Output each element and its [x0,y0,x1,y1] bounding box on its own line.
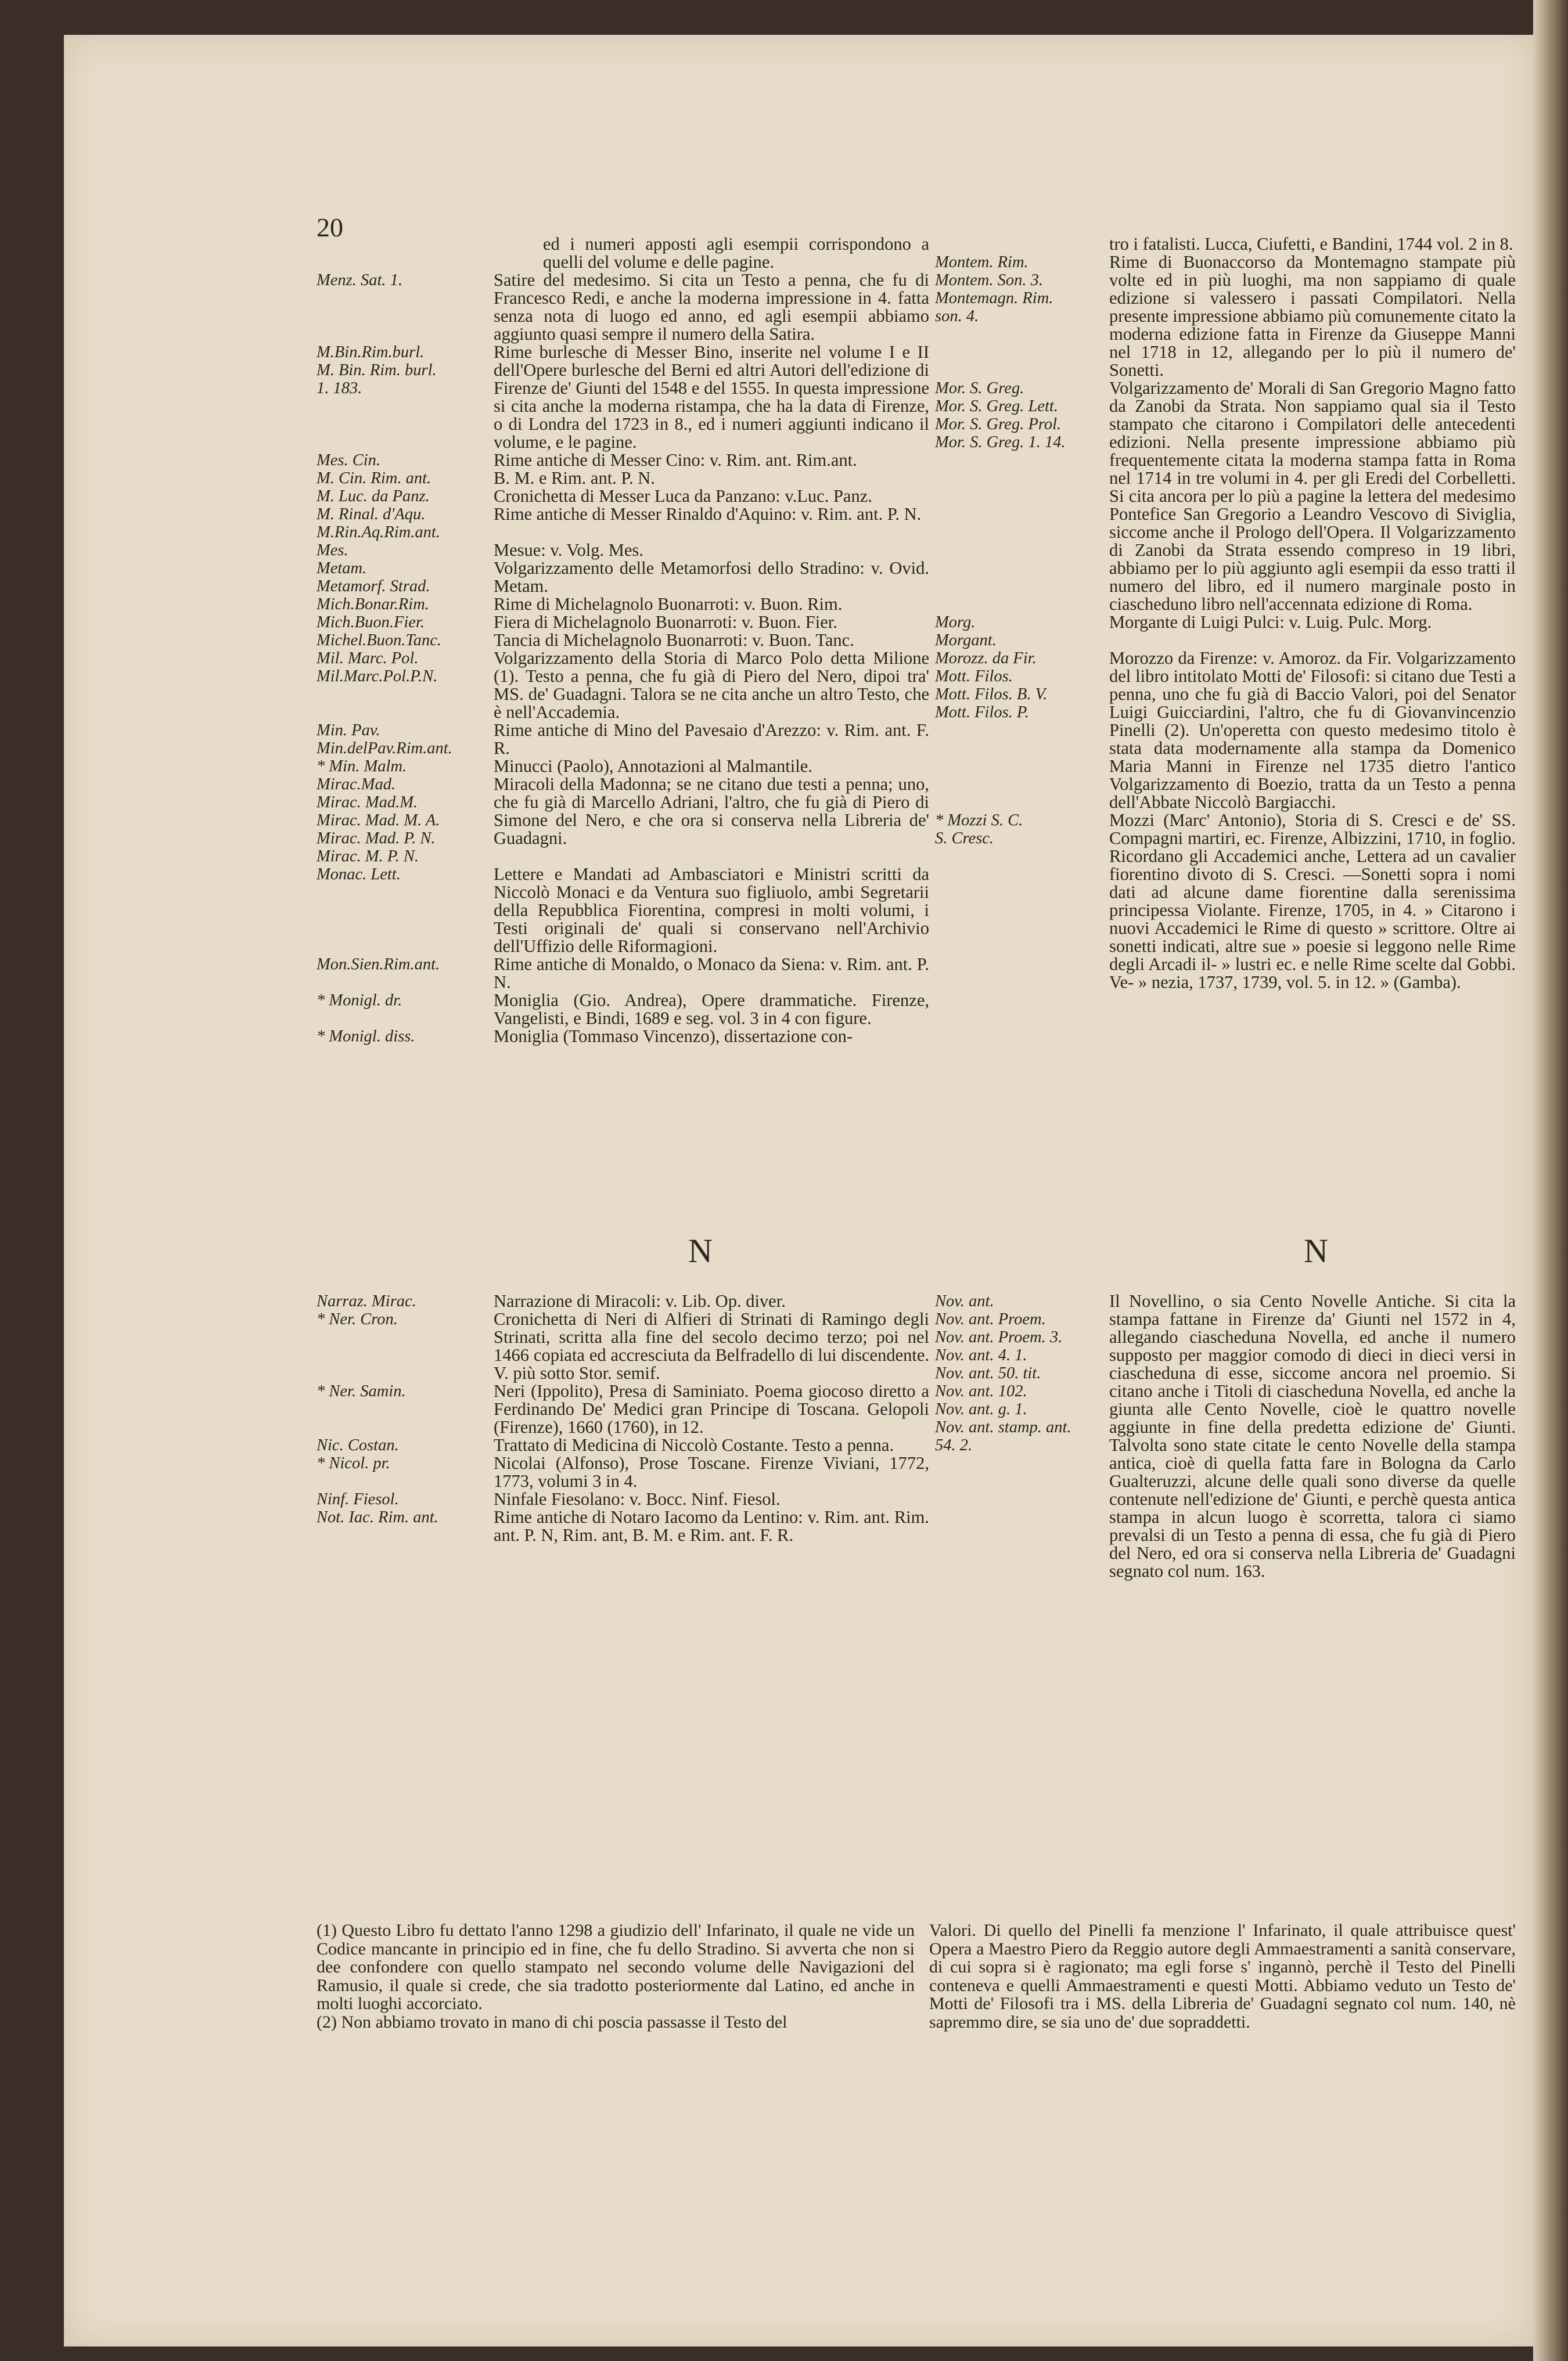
glossary-entry [317,469,929,487]
glossary-entry [317,451,929,469]
entry-abbreviation: Mes. [317,541,348,559]
entry-abbreviation: Monac. Lett. [317,865,401,883]
right-intro: tro i fatalisti. Lucca, Ciufetti, e Bandini, 1744 vol. 2 in 8. [1109,234,1513,254]
glossary-entry [317,595,929,613]
glossary-entry [317,487,929,505]
entry-abbreviation: M. Luc. da Panz. [317,487,430,505]
entry-text: Minucci (Paolo), Annotazioni al Malmantile. [494,756,812,776]
entry-abbreviation: M. Cin. Rim. ant. [317,469,431,487]
entry-abbreviation: * Mozzi S. C. S. Cresc. [935,811,1023,847]
entry-text: B. M. e Rim. ant. P. N. [494,468,655,488]
entry-text: Rime antiche di Mino del Pavesaio d'Arezzo: v. Rim. ant. F. R. [494,720,929,758]
entry-text: Neri (Ippolito), Presa di Saminiato. Poema giocoso diretto a Ferdinando De' Medici gran Principe di Toscana. Gelopoli (Firenze), 1660 (1760), in 12. [494,1381,929,1437]
entry-abbreviation: Mor. S. Greg. Mor. S. Greg. Lett. Mor. S. Greg. Prol. Mor. S. Greg. 1. 14. [935,379,1066,451]
entry-text: Trattato di Medicina di Niccolò Costante. Testo a penna. [494,1435,894,1455]
glossary-entry [935,613,1516,649]
glossary-entry [317,1382,929,1436]
glossary-entry [935,253,1516,379]
glossary-entry [317,865,929,955]
entry-abbreviation: Mes. Cin. [317,451,381,469]
entry-abbreviation: Mich.Bonar.Rim. [317,595,429,613]
entry-text: Mesue: v. Volg. Mes. [494,540,643,560]
entry-text: Volgarizzamento delle Metamorfosi dello Stradino: v. Ovid. Metam. [494,558,929,596]
entry-text: Tancia di Michelagnolo Buonarroti: v. Buon. Tanc. [494,630,854,650]
entry-abbreviation: Metam. Metamorf. Strad. [317,559,430,595]
entry-text: Lettere e Mandati ad Ambasciatori e Ministri scritti da Niccolò Monaci e da Ventura suo figliuolo, ambi Segretarii della Repubblica Fiorentina, compresi in molti volumi, i Testi originali de' quali si conservano nell'Archivio dell'Uffizio delle Riformagioni. [494,864,929,956]
glossary-entry [935,1292,1516,1580]
entry-abbreviation: * Monigl. diss. [317,1027,415,1045]
glossary-entry [317,1490,929,1508]
entry-abbreviation: Mon.Sien.Rim.ant. [317,955,440,973]
entry-text: Cronichetta di Messer Luca da Panzano: v.Luc. Panz. [494,486,872,506]
glossary-entry [317,505,929,541]
entry-abbreviation: Mil. Marc. Pol. Mil.Marc.Pol.P.N. [317,649,438,685]
glossary-entry [317,631,929,649]
entry-text: Mozzi (Marc' Antonio), Storia di S. Cresci e de' SS. Compagni martiri, ec. Firenze, Albizzini, 1710, in foglio. Ricordano gli Accademici anche, Lettera ad un cavalier fiorentino divoto di S. Cresci. —Sonetti sopra i nomi dati ad alcune dame fiorentine dalla serenissima principessa Violante. Firenze, 1705, in 4. » Citarono i nuovi Accademici le Rime di questo » scrittore. Oltre ai sonetti indicati, altre sue » poesie si leggono nelle Rime degli Arcadi il- » lustri ec. e nelle Rime scelte dal Gobbi. Ve- » nezia, 1737, 1739, vol. 5. in 12. » (Gamba). [1109,810,1516,992]
entry-abbreviation: Min. Pav. Min.delPav.Rim.ant. [317,721,452,757]
left-intro: ed i numeri apposti agli esempii corrispondono a quelli del volume e delle pagine. [543,234,929,272]
entry-text: Rime antiche di Messer Rinaldo d'Aquino: v. Rim. ant. P. N. [494,504,922,524]
glossary-entry [317,1292,929,1310]
entry-abbreviation: * Ner. Samin. [317,1382,406,1400]
entry-abbreviation: Not. Iac. Rim. ant. [317,1508,438,1526]
glossary-entry [317,271,929,343]
entry-text: Morgante di Luigi Pulci: v. Luig. Pulc. Morg. [1109,612,1432,632]
entry-text: Rime antiche di Notaro Iacomo da Lentino: v. Rim. ant. Rim. ant. P. N, Rim. ant, B. M. e Rim. ant. F. R. [494,1507,929,1545]
entry-abbreviation: Ninf. Fiesol. [317,1490,399,1508]
glossary-entry [317,541,929,559]
footnote-right: Valori. Di quello del Pinelli fa menzione l' Infarinato, il quale attribuisce quest' Opera a Maestro Piero da Reggio autore degli Ammaestramenti a sanità conservare, di cui sopra si è ragionato; ma egli forse s' ingannò, perchè il Testo del Pinelli conteneva e quelli Ammaestramenti e questi Motti. Abbiamo veduto un Testo de' Motti de' Filosofi tra i MS. della Libreria de' Guadagni segnato col num. 140, nè sapremmo dire, se sia uno de' due sopraddetti. [929,1921,1516,2032]
entry-abbreviation: Morg. Morgant. [935,613,997,649]
glossary-entry [317,1310,929,1382]
entry-abbreviation: * Nicol. pr. [317,1454,390,1472]
glossary-entry [935,379,1516,613]
glossary-entry [935,811,1516,991]
glossary-entry [317,721,929,757]
entry-abbreviation: * Min. Malm. [317,757,407,775]
entry-text: Rime di Buonaccorso da Montemagno stampate più volte ed in più luoghi, ma non sappiamo di quale edizione si valessero i passati Compilatori. Nella presente impressione abbiamo più comunemente citato la moderna edizione fatta in Firenze da Giuseppe Manni nel 1718 in 12, allegando per lo più il numero de' Sonetti. [1109,252,1516,380]
glossary-entry [317,613,929,631]
right-column-n [935,1292,1516,1580]
entry-text: Rime di Michelagnolo Buonarroti: v. Buon. Rim. [494,594,843,614]
footnote-left: (1) Questo Libro fu dettato l'anno 1298 a giudizio dell' Infarinato, il quale ne vide un Codice mancante in principio ed in fine, che fu dello Stradino. Si avverta che non si dee confondere con quello stampato nel secondo volume delle Navigazioni del Ramusio, il quale si crede, che sia tradotto posteriormente dal Latino, ed anche in molti luoghi accorciato. (2) Non abbiamo trovato in mano di chi poscia passasse il Testo del [317,1921,915,2032]
left-column-n [317,1292,929,1544]
glossary-entry [317,1027,929,1045]
entry-text: Moniglia (Tommaso Vincenzo), dissertazione con- [494,1026,853,1046]
entry-text: Satire del medesimo. Si cita un Testo a penna, che fu di Francesco Redi, e anche la moderna impressione in 4. fatta senza nota di luogo ed anno, ed agli esempii abbiamo aggiunto quasi sempre il numero della Satira. [494,270,929,344]
entry-text: Il Novellino, o sia Cento Novelle Antiche. Si cita la stampa fattane in Firenze da' Giunti nel 1572 in 4, allegando ciascheduna Novella, ed anche il numero supposto per maggior comodo di dieci in dieci versi in ciascheduna di esse, siccome ancora nel proemio. Si citano anche i Titoli di ciascheduna Novella, ed anche la giunta alle Cento Novelle, cioè le quattro novelle aggiunte in fine della predetta edizione de' Giunti. Talvolta sono state citate le cento Novelle della stampa antica, cioè di quella fatta fare in Bologna da Carlo Gualteruzzi, alcune delle quali sono diverse da quelle contenute nell'edizione de' Giunti, e perchè questa antica stampa in alcun luogo è scorretta, talora ci siamo prevalsi di un Testo a penna di essa, che fu già di Piero del Nero, ed ora si conserva nella Libreria de' Guadagni segnato col num. 163. [1109,1291,1516,1581]
section-letter-right: N [1304,1232,1328,1270]
entry-abbreviation: Nov. ant. Nov. ant. Proem. Nov. ant. Proem. 3. Nov. ant. 4. 1. Nov. ant. 50. tit. Nov. ant. 102. Nov. ant. g. 1. Nov. ant. stamp. ant. 54. 2. [935,1292,1071,1454]
entry-abbreviation: Michel.Buon.Tanc. [317,631,442,649]
glossary-entry [317,757,929,775]
entry-abbreviation: Mirac.Mad. Mirac. Mad.M. Mirac. Mad. M. A. Mirac. Mad. P. N. Mirac. M. P. N. [317,775,440,865]
entry-text: Fiera di Michelagnolo Buonarroti: v. Buon. Fier. [494,612,837,632]
entry-text: Volgarizzamento della Storia di Marco Polo detta Milione (1). Testo a penna, che fu già di Piero del Nero, dipoi tra' MS. de' Guadagni. Talora se ne cita anche un altro Testo, che è nell'Accademia. [494,648,929,722]
entry-abbreviation: Narraz. Mirac. [317,1292,416,1310]
glossary-entry [317,991,929,1027]
book-spine [1533,0,1568,2361]
entry-text: Morozzo da Firenze: v. Amoroz. da Fir. Volgarizzamento del libro intitolato Motti de' Filosofi: si citano due Testi a penna, uno che fu già di Baccio Valori, poi del Senator Luigi Guicciardini, l'altro, che fu di Giovanvincenzio Pinelli (2). Un'operetta con questo medesimo titolo è stata data modernamente alla stampa da Domenico Maria Manni in Firenze nel 1735 dietro l'antico Volgarizzamento di Boezio, tratta da un Testo a penna dell'Abbate Niccolò Bargiacchi. [1109,648,1516,812]
section-letter-left: N [688,1232,713,1270]
glossary-entry [935,649,1516,811]
entry-text: Rime antiche di Monaldo, o Monaco da Siena: v. Rim. ant. P. N. [494,954,929,992]
entry-text: Nicolai (Alfonso), Prose Toscane. Firenze Viviani, 1772, 1773, volumi 3 in 4. [494,1453,929,1491]
entry-abbreviation: Menz. Sat. 1. [317,271,403,289]
glossary-entry [317,775,929,865]
entry-abbreviation: * Ner. Cron. [317,1310,398,1328]
entry-abbreviation: M. Rinal. d'Aqu. M.Rin.Aq.Rim.ant. [317,505,440,541]
entry-abbreviation: * Monigl. dr. [317,991,402,1009]
entry-abbreviation: Morozz. da Fir. Mott. Filos. Mott. Filos. B. V. Mott. Filos. P. [935,649,1048,721]
glossary-entry [317,955,929,991]
entry-text: Narrazione di Miracoli: v. Lib. Op. diver. [494,1291,786,1311]
entry-abbreviation: Mich.Buon.Fier. [317,613,425,631]
glossary-entry [317,1508,929,1544]
glossary-entry [317,343,929,451]
entry-text: Cronichetta di Neri di Alfieri di Strinati di Ramingo degli Strinati, scritta alla fine del secolo decimo terzo; poi nel 1466 copiata ed accresciuta da Belfradello di lui discendente. V. più sotto Stor. semif. [494,1309,929,1383]
entry-text: Miracoli della Madonna; se ne citano due testi a penna; uno, che fu già di Marcello Adriani, l'altro, che fu già di Piero di Simone del Nero, e che ora si conserva nella Libreria de' Guadagni. [494,774,929,848]
entry-text: Ninfale Fiesolano: v. Bocc. Ninf. Fiesol. [494,1489,781,1509]
entry-abbreviation: Montem. Rim. Montem. Son. 3. Montemagn. Rim. son. 4. [935,253,1053,325]
page-number: 20 [317,213,343,242]
glossary-entry [317,559,929,595]
glossary-entry [317,1436,929,1454]
entry-abbreviation: Nic. Costan. [317,1436,399,1454]
glossary-entry [317,1454,929,1490]
entry-abbreviation: M.Bin.Rim.burl. M. Bin. Rim. burl. 1. 183. [317,343,437,397]
entry-text: Moniglia (Gio. Andrea), Opere drammatiche. Firenze, Vangelisti, e Bindi, 1689 e seg. vol. 3 in 4 con figure. [494,990,929,1028]
entry-text: Rime burlesche di Messer Bino, inserite nel volume I e II dell'Opere burlesche del Berni ed altri Autori dell'edizione di Firenze de' Giunti del 1548 e del 1555. In questa impressione si cita anche la moderna ristampa, che ha la data di Firenze, o di Londra del 1723 in 8., ed i numeri aggiunti indicano il volume, e le pagine. [494,342,929,452]
entry-text: Volgarizzamento de' Morali di San Gregorio Magno fatto da Zanobi da Strata. Non sappiamo qual sia il Testo stampato che citarono i Compilatori delle antecedenti edizioni. Nella presente impressione abbiamo più frequentemente citata la moderna stampa fatta in Roma nel 1714 in tre volumi in 4. per gli Eredi del Corbelletti. Si cita ancora per lo più a pagine la lettera del medesimo Pontefice San Gregorio a Leandro Vescovo di Siviglia, siccome anche il Prologo dell'Opera. Il Volgarizzamento di Zanobi da Strata essendo compreso in 19 libri, abbiamo per lo più aggiunto agli esempii da esso tratti il numero del libro, ed il numero marginale posto in ciascheduno libro nell'accennata edizione di Roma. [1109,378,1516,614]
entry-text: Rime antiche di Messer Cino: v. Rim. ant. Rim.ant. [494,450,857,470]
left-column-m [317,235,929,1045]
right-column-m [935,235,1516,991]
glossary-entry [317,649,929,721]
